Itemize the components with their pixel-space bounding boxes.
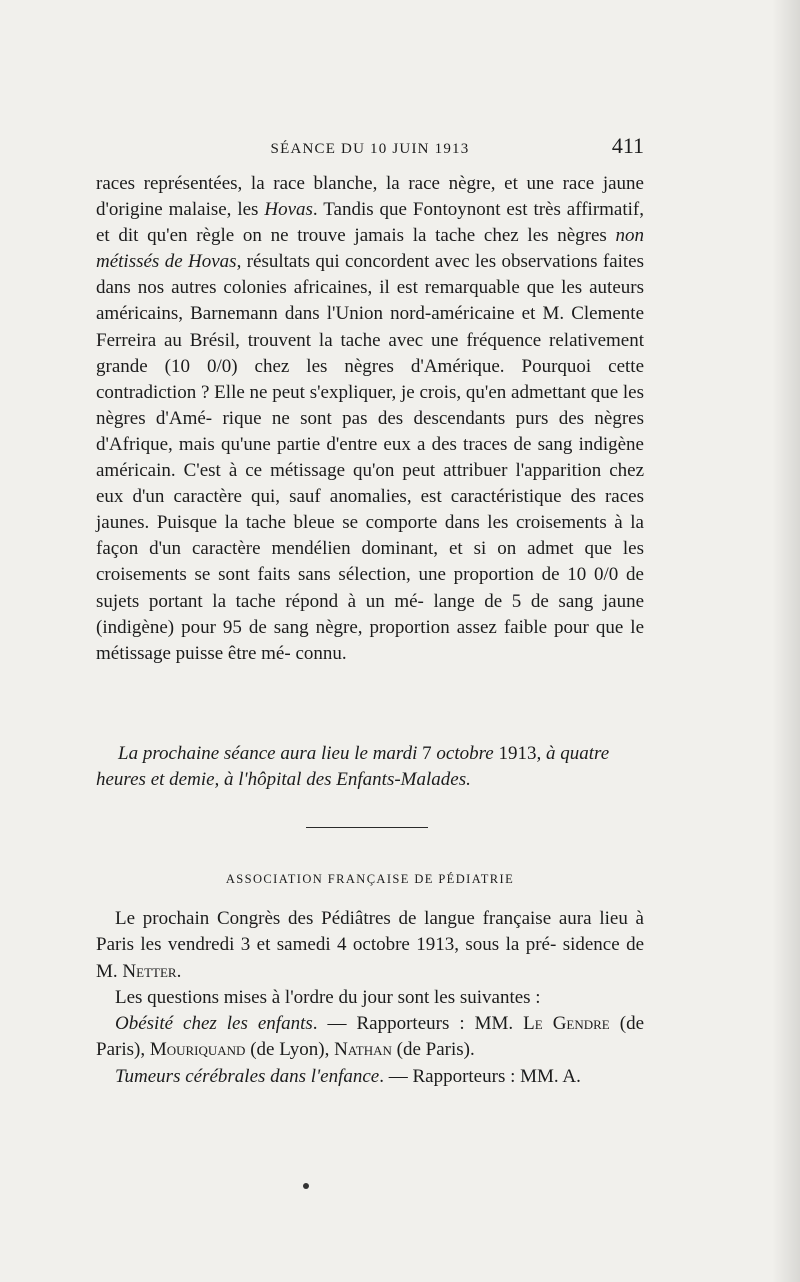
text-line: rique ne sont pas des descendants purs des nègres d'Afrique, [96,407,645,455]
italic-term: non métissés de Hovas [96,225,644,273]
text-line: trouvent la tache avec une fréquence relativement grande (10 0/0) [96,329,645,377]
next-meeting-notice [96,741,644,793]
person-name: Mouriquand [149,1039,246,1061]
text-line: , résultats qui concordent [236,251,430,273]
person-name: Netter [122,960,177,982]
text-line: jaune d'origine malaise, les [96,173,644,221]
text-line: chez les nègres d'Amérique. Pourquoi cette contradiction ? Elle ne [96,355,645,403]
section-heading: ASSOCIATION FRANÇAISE DE PÉDIATRIE [225,872,515,886]
paragraph-text: Obésité chez les enfants. — Rapporteurs : MM. Le Gendre (de Paris), Mouriquand (de Lyon), Nathan (de Paris). [96,1013,644,1061]
running-title: SÉANCE DU 10 JUIN 1913 [270,141,470,157]
text-line: races représentées, la race blanche, la race nègre, et une race [96,173,595,194]
text-line: croisements à la façon d'un caractère mendélien dominant, et si [96,512,644,560]
running-header [96,133,644,163]
text-line: l'Union nord-américaine et M. Clemente Ferreira au Brésil, [96,303,645,351]
main-paragraph [96,171,644,667]
page-number: 411 [611,133,644,158]
text-line: mais qu'une partie d'entre eux a des traces de sang indigène [178,433,644,455]
text-line: proportion de 10 0/0 de sujets portant la tache répond à un mé- [96,564,644,612]
ink-dot [303,1183,309,1189]
text-line: . Tandis que Fontoynont est [312,199,528,221]
topic-title: Obésité chez les enfants [115,1013,313,1035]
text-line: connu. [295,642,347,664]
text-line: très affirmatif, et dit qu'en règle on ne trouve jamais la tache [96,199,644,247]
text-line: chez les nègres [483,225,616,247]
text-line: on admet que les croisements se sont faits sans sélection, une [96,538,644,586]
paragraph-text: Les questions mises à l'ordre du jour sont les suivantes : [115,986,541,1008]
paragraph-text: Tumeurs cérébrales dans l'enfance. — Rapporteurs : MM. A. [115,1065,581,1087]
text-line: avec les observations faites dans nos autres colonies africaines, il [96,251,645,299]
text-line: peut s'expliquer, je crois, qu'en admettant que les nègres d'Amé- [96,381,644,429]
notice-line: heures et demie, à l'hôpital des Enfants-Malades. [96,769,471,790]
text-line: américain. C'est à ce métissage qu'on peut attribuer l'apparition [96,460,602,482]
text-line: lange de 5 de sang jaune (indigène) pour 95 de sang nègre, [96,590,645,638]
page-edge-shadow [772,0,800,1282]
person-name: Le Gendre [523,1013,610,1035]
text-line: est remarquable que les auteurs américains, Barnemann dans [96,277,644,325]
section-divider [306,827,428,828]
notice-line: La prochaine séance aura lieu le mardi 7 octobre 1913, à quatre [118,743,610,764]
paragraph-text [96,171,644,667]
text-line: chez eux d'un caractère qui, sauf anomalies, est caractéristique [96,460,645,508]
italic-term: Hovas [264,199,313,221]
text-line: proportion assez faible pour que le métissage puisse être mé- [96,616,645,664]
paragraph-text: Le prochain Congrès des Pédiâtres de langue française aura lieu à Paris les vendredi 3 et samedi 4 octobre 1913, sous la pré- sidence de M. Netter. [96,908,645,982]
association-paragraphs [96,906,644,1090]
topic-title: Tumeurs cérébrales dans l'enfance [115,1065,380,1087]
text-line: des races jaunes. Puisque la tache bleue se comporte dans les [96,486,644,534]
person-name: Nathan [334,1039,392,1061]
